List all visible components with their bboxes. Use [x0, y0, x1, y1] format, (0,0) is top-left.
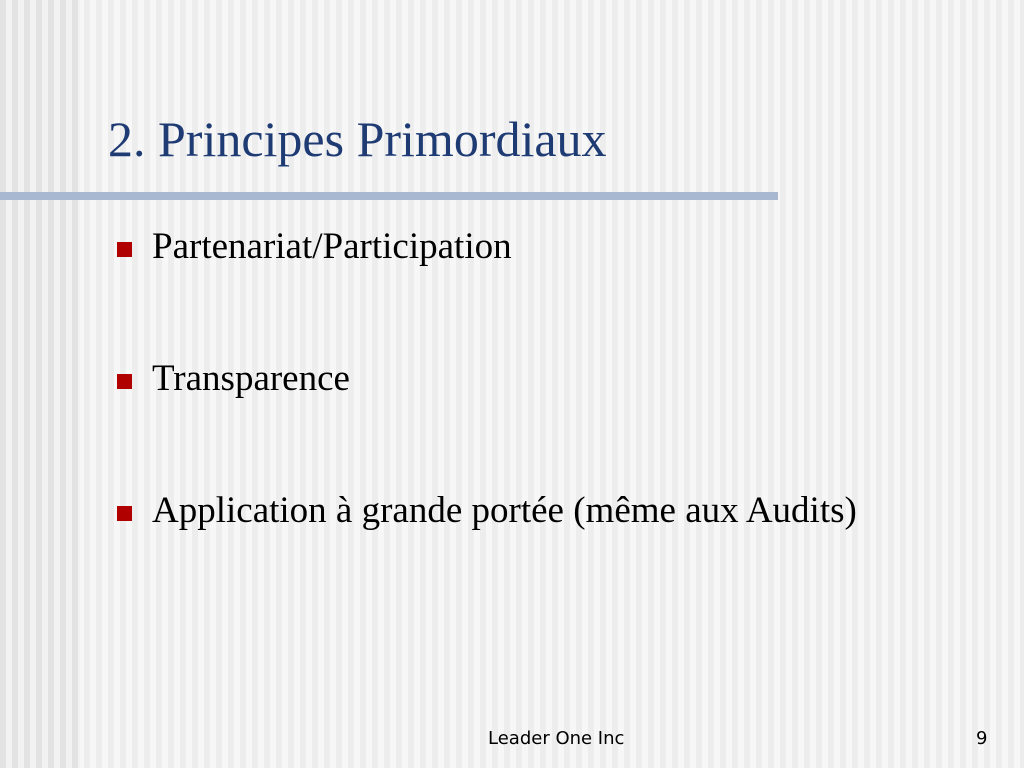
square-bullet-icon — [117, 506, 132, 521]
bullet-text: Application à grande portée (même aux Audits) — [152, 490, 857, 531]
bullet-item-application — [114, 486, 894, 536]
footer-company: Leader One Inc — [488, 728, 625, 749]
square-bullet-icon — [117, 374, 132, 389]
background-stripe-band — [0, 0, 80, 768]
slide-title: 2. Principes Primordiaux — [108, 111, 607, 167]
bullet-text: Transparence — [152, 358, 350, 399]
bullet-item-partenariat — [114, 222, 894, 272]
bullet-item-transparence — [114, 354, 894, 404]
square-bullet-icon — [117, 242, 132, 257]
bullet-list — [114, 222, 894, 536]
footer-page-number: 9 — [976, 728, 988, 749]
bullet-text: Partenariat/Participation — [152, 226, 512, 267]
title-underline-rule — [0, 192, 778, 200]
